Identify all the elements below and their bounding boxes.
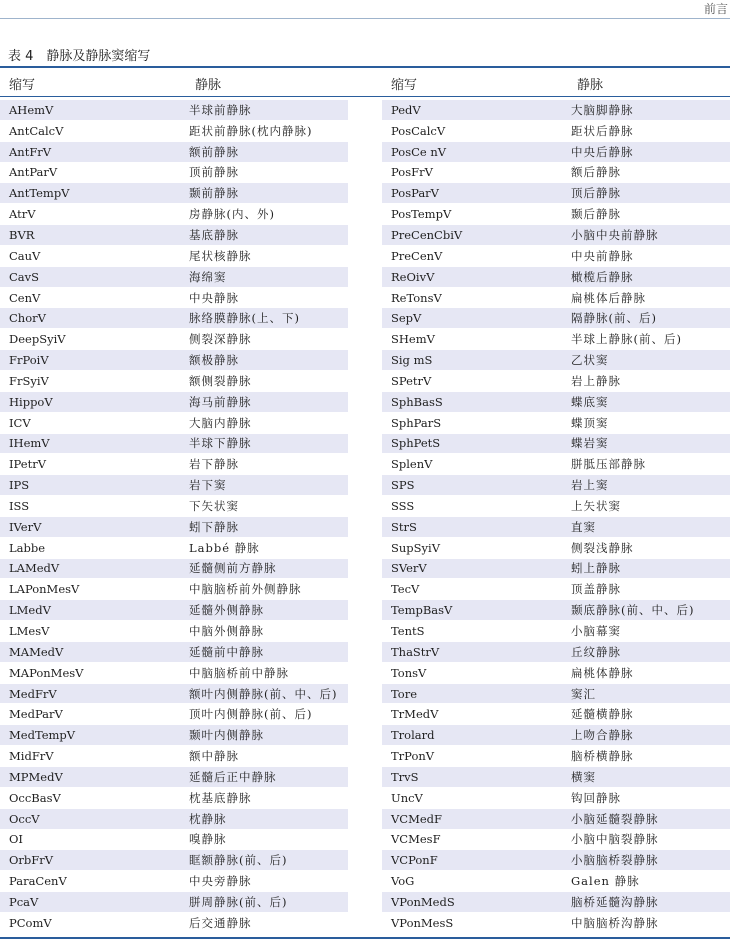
- table-row: [382, 225, 730, 245]
- abbreviation-cell: OrbFrV: [9, 853, 54, 868]
- vein-name-cell: 半球上静脉(前、后): [571, 332, 682, 347]
- abbreviation-cell: PosCalcV: [391, 123, 446, 138]
- abbreviation-cell: MAMedV: [9, 644, 64, 659]
- abbreviation-cell: AntFrV: [9, 144, 52, 159]
- column-header-abbr-left: 缩写: [9, 78, 36, 93]
- abbreviation-cell: IPetrV: [9, 457, 46, 472]
- vein-name-cell: 颞前静脉: [189, 186, 239, 201]
- table-row: [0, 892, 348, 912]
- abbreviation-cell: MAPonMesV: [9, 665, 84, 680]
- abbreviation-cell: PosTempV: [391, 207, 452, 222]
- table-row: [0, 663, 348, 683]
- table-row: [0, 183, 348, 203]
- abbreviation-cell: SVerV: [391, 561, 427, 576]
- table-row: [382, 454, 730, 474]
- abbreviation-cell: AtrV: [9, 207, 36, 222]
- table-row: [382, 121, 730, 141]
- vein-name-cell: 中央后静脉: [571, 144, 634, 159]
- table-row: [0, 788, 348, 808]
- table-header-rule: [0, 96, 730, 97]
- table-row: [382, 871, 730, 891]
- abbreviation-cell: UncV: [391, 790, 423, 805]
- table-row: [382, 913, 730, 933]
- vein-name-cell: 脑桥延髓沟静脉: [571, 894, 659, 909]
- table-row: [0, 204, 348, 224]
- abbreviation-cell: AntParV: [9, 165, 58, 180]
- abbreviation-cell: LMesV: [9, 624, 50, 639]
- abbreviation-cell: MedFrV: [9, 686, 57, 701]
- abbreviation-cell: IHemV: [9, 436, 50, 451]
- table-row: [382, 517, 730, 537]
- vein-name-cell: 横窦: [571, 769, 596, 784]
- vein-name-cell: 上矢状窦: [571, 498, 621, 513]
- table-row: [382, 371, 730, 391]
- abbreviation-cell: MedTempV: [9, 728, 76, 743]
- table-row: [382, 267, 730, 287]
- column-header-abbr-right: 缩写: [391, 78, 418, 93]
- column-header-vein-right: 静脉: [577, 78, 604, 93]
- table-right-column: [382, 100, 730, 934]
- vein-name-cell: 延髓外侧静脉: [189, 603, 264, 618]
- table-row: [0, 142, 348, 162]
- table-left-column: [0, 100, 348, 934]
- vein-name-cell: 颞底静脉(前、中、后): [571, 603, 695, 618]
- table-row: [0, 538, 348, 558]
- abbreviation-cell: TrPonV: [391, 749, 435, 764]
- vein-name-cell: 嗅静脉: [189, 832, 227, 847]
- abbreviation-cell: ParaCenV: [9, 874, 67, 889]
- table-row: [0, 600, 348, 620]
- table-row: [0, 517, 348, 537]
- abbreviation-cell: ICV: [9, 415, 31, 430]
- abbreviation-cell: ThaStrV: [391, 644, 440, 659]
- vein-name-cell: 岩下窦: [189, 478, 227, 493]
- vein-name-cell: 下矢状窦: [189, 498, 239, 513]
- table-row: [0, 559, 348, 579]
- vein-name-cell: 乙状窦: [571, 353, 609, 368]
- abbreviation-cell: StrS: [391, 519, 417, 534]
- table-row: [0, 163, 348, 183]
- table-row: [382, 663, 730, 683]
- table-row: [382, 288, 730, 308]
- vein-name-cell: 房静脉(内、外): [189, 207, 275, 222]
- vein-name-cell: 胼周静脉(前、后): [189, 894, 288, 909]
- abbreviation-cell: MedParV: [9, 707, 63, 722]
- vein-name-cell: 颞后静脉: [571, 207, 621, 222]
- abbreviation-cell: PreCenV: [391, 248, 443, 263]
- table-header-row: [0, 68, 730, 95]
- abbreviation-cell: LMedV: [9, 603, 51, 618]
- column-header-vein-left: 静脉: [195, 78, 222, 93]
- vein-name-cell: 大脑内静脉: [189, 415, 252, 430]
- abbreviation-cell: TrvS: [391, 769, 419, 784]
- vein-name-cell: 橄榄后静脉: [571, 269, 634, 284]
- vein-name-cell: 半球下静脉: [189, 436, 252, 451]
- header-rule: [0, 18, 730, 19]
- table-row: [0, 496, 348, 516]
- abbreviation-cell: AntCalcV: [9, 123, 64, 138]
- vein-name-cell: 顶叶内侧静脉(前、后): [189, 707, 313, 722]
- abbreviation-cell: SSS: [391, 498, 415, 513]
- vein-name-cell: 侧裂深静脉: [189, 332, 252, 347]
- table-row: [382, 579, 730, 599]
- table-row: [0, 288, 348, 308]
- vein-name-cell: 后交通静脉: [189, 915, 252, 930]
- abbreviation-cell: VPonMedS: [391, 894, 455, 909]
- vein-name-cell: 颞叶内侧静脉: [189, 728, 264, 743]
- abbreviation-cell: PosFrV: [391, 165, 433, 180]
- vein-name-cell: 中央前静脉: [571, 248, 634, 263]
- table-row: [0, 267, 348, 287]
- vein-name-cell: 蝶岩窦: [571, 436, 609, 451]
- vein-name-cell: 脑桥横静脉: [571, 749, 634, 764]
- abbreviation-cell: CavS: [9, 269, 40, 284]
- abbreviation-cell: AHemV: [9, 102, 54, 117]
- abbreviation-cell: VCMesF: [391, 832, 441, 847]
- table-row: [382, 413, 730, 433]
- vein-name-cell: 小脑中央前静脉: [571, 227, 659, 242]
- abbreviation-cell: Tore: [391, 686, 418, 701]
- table-row: [382, 725, 730, 745]
- table-row: [0, 871, 348, 891]
- vein-name-cell: 大脑脚静脉: [571, 102, 634, 117]
- vein-name-cell: 海绵窦: [189, 269, 227, 284]
- table-row: [382, 559, 730, 579]
- abbreviation-cell: TentS: [391, 624, 425, 639]
- abbreviation-cell: ChorV: [9, 311, 46, 326]
- vein-name-cell: 距状后静脉: [571, 123, 634, 138]
- vein-name-cell: 岩下静脉: [189, 457, 239, 472]
- table-row: [382, 329, 730, 349]
- table-row: [0, 684, 348, 704]
- abbreviation-cell: ReTonsV: [391, 290, 442, 305]
- table-row: [0, 767, 348, 787]
- vein-name-cell: 额侧裂静脉: [189, 373, 252, 388]
- vein-name-cell: 胼胝压部静脉: [571, 457, 646, 472]
- table-row: [382, 308, 730, 328]
- abbreviation-cell: PComV: [9, 915, 52, 930]
- table-row: [382, 830, 730, 850]
- table-row: [0, 704, 348, 724]
- abbreviation-cell: PosParV: [391, 186, 439, 201]
- abbreviation-cell: MPMedV: [9, 769, 63, 784]
- abbreviation-cell: MidFrV: [9, 749, 54, 764]
- abbreviation-cell: CauV: [9, 248, 41, 263]
- table-row: [0, 830, 348, 850]
- abbreviation-cell: AntTempV: [9, 186, 70, 201]
- vein-name-cell: 丘纹静脉: [571, 644, 621, 659]
- vein-name-cell: 上吻合静脉: [571, 728, 634, 743]
- vein-name-cell: 直窦: [571, 519, 596, 534]
- table-row: [382, 100, 730, 120]
- vein-name-cell: 枕静脉: [189, 811, 227, 826]
- vein-name-cell: 尾状核静脉: [189, 248, 252, 263]
- table-row: [0, 434, 348, 454]
- abbreviation-cell: SphBasS: [391, 394, 443, 409]
- abbreviation-cell: SepV: [391, 311, 422, 326]
- abbreviation-cell: LAMedV: [9, 561, 60, 576]
- table-row: [0, 454, 348, 474]
- vein-name-cell: 额后静脉: [571, 165, 621, 180]
- section-header-label: 前言: [703, 2, 728, 16]
- vein-name-cell: 额中静脉: [189, 749, 239, 764]
- abbreviation-cell: OccV: [9, 811, 40, 826]
- abbreviation-cell: PcaV: [9, 894, 39, 909]
- table-row: [382, 746, 730, 766]
- vein-name-cell: 隔静脉(前、后): [571, 311, 657, 326]
- table-row: [382, 788, 730, 808]
- table-row: [382, 850, 730, 870]
- vein-name-cell: 延髓前中静脉: [189, 644, 264, 659]
- table-row: [0, 100, 348, 120]
- abbreviation-cell: SHemV: [391, 332, 435, 347]
- vein-name-cell: 中脑脑桥沟静脉: [571, 915, 659, 930]
- abbreviation-cell: SphPetS: [391, 436, 441, 451]
- vein-name-cell: 延髓后正中静脉: [189, 769, 277, 784]
- vein-name-cell: 额前静脉: [189, 144, 239, 159]
- abbreviation-cell: SphParS: [391, 415, 442, 430]
- table-row: [382, 204, 730, 224]
- vein-name-cell: 侧裂浅静脉: [571, 540, 634, 555]
- table-row: [382, 642, 730, 662]
- vein-name-cell: 枕基底静脉: [189, 790, 252, 805]
- abbreviation-cell: SplenV: [391, 457, 433, 472]
- vein-name-cell: 蚓下静脉: [189, 519, 239, 534]
- vein-name-cell: 岩上静脉: [571, 373, 621, 388]
- table-title: 表 4 静脉及静脉窦缩写: [8, 49, 151, 64]
- abbreviation-cell: BVR: [9, 227, 35, 242]
- table-row: [0, 850, 348, 870]
- vein-name-cell: 窦汇: [571, 686, 596, 701]
- abbreviation-cell: PosCe nV: [391, 144, 447, 159]
- table-row: [0, 725, 348, 745]
- table-row: [382, 246, 730, 266]
- abbreviation-cell: OI: [9, 832, 23, 847]
- vein-name-cell: 额叶内侧静脉(前、中、后): [189, 686, 338, 701]
- abbreviation-cell: PedV: [391, 102, 421, 117]
- table-row: [0, 413, 348, 433]
- table-row: [382, 183, 730, 203]
- abbreviation-cell: LAPonMesV: [9, 582, 80, 597]
- vein-name-cell: 半球前静脉: [189, 102, 252, 117]
- abbreviation-cell: PreCenCbiV: [391, 227, 463, 242]
- vein-name-cell: 小脑幕窦: [571, 624, 621, 639]
- abbreviation-cell: IPS: [9, 478, 30, 493]
- vein-name-cell: 蝶底窦: [571, 394, 609, 409]
- abbreviation-cell: OccBasV: [9, 790, 61, 805]
- vein-name-cell: 蚓上静脉: [571, 561, 621, 576]
- table-row: [382, 704, 730, 724]
- table-row: [0, 621, 348, 641]
- vein-name-cell: 眶额静脉(前、后): [189, 853, 288, 868]
- abbreviation-cell: ISS: [9, 498, 30, 513]
- table-row: [0, 350, 348, 370]
- vein-name-cell: 中央旁静脉: [189, 874, 252, 889]
- abbreviation-cell: Trolard: [391, 728, 435, 743]
- table-row: [0, 475, 348, 495]
- abbreviation-cell: SPS: [391, 478, 415, 493]
- table-row: [382, 684, 730, 704]
- abbreviation-cell: ReOivV: [391, 269, 435, 284]
- vein-name-cell: Labbé 静脉: [189, 540, 260, 555]
- abbreviation-cell: IVerV: [9, 519, 42, 534]
- table-row: [0, 809, 348, 829]
- table-row: [382, 538, 730, 558]
- table-row: [382, 892, 730, 912]
- vein-name-cell: 蝶顶窦: [571, 415, 609, 430]
- vein-name-cell: 中脑脑桥前外侧静脉: [189, 582, 302, 597]
- table-row: [382, 163, 730, 183]
- vein-name-cell: 脉络膜静脉(上、下): [189, 311, 300, 326]
- vein-name-cell: 额极静脉: [189, 353, 239, 368]
- abbreviation-cell: TempBasV: [391, 603, 453, 618]
- table-row: [0, 371, 348, 391]
- table-row: [0, 246, 348, 266]
- abbreviation-cell: SPetrV: [391, 373, 432, 388]
- vein-name-cell: 中脑外侧静脉: [189, 624, 264, 639]
- abbreviation-cell: VoG: [391, 874, 415, 889]
- vein-name-cell: 顶前静脉: [189, 165, 239, 180]
- table-row: [0, 308, 348, 328]
- abbreviation-cell: TonsV: [391, 665, 427, 680]
- table-row: [0, 642, 348, 662]
- abbreviation-cell: VCPonF: [391, 853, 438, 868]
- table-row: [0, 746, 348, 766]
- table-row: [0, 913, 348, 933]
- table-bottom-rule: [0, 937, 730, 939]
- vein-name-cell: 海马前静脉: [189, 394, 252, 409]
- vein-name-cell: 顶盖静脉: [571, 582, 621, 597]
- abbreviation-cell: HippoV: [9, 394, 53, 409]
- vein-name-cell: 扁桃体静脉: [571, 665, 634, 680]
- table-row: [382, 350, 730, 370]
- table-row: [382, 621, 730, 641]
- vein-name-cell: 钩回静脉: [571, 790, 621, 805]
- table-row: [0, 579, 348, 599]
- vein-name-cell: 中央静脉: [189, 290, 239, 305]
- table-row: [0, 225, 348, 245]
- vein-name-cell: 中脑脑桥前中静脉: [189, 665, 289, 680]
- vein-name-cell: 延髓侧前方静脉: [189, 561, 277, 576]
- table-row: [382, 434, 730, 454]
- abbreviation-cell: VPonMesS: [391, 915, 454, 930]
- vein-name-cell: 基底静脉: [189, 227, 239, 242]
- table-row: [382, 142, 730, 162]
- table-row: [382, 475, 730, 495]
- table-row: [382, 809, 730, 829]
- vein-name-cell: Galen 静脉: [571, 874, 640, 889]
- vein-name-cell: 岩上窦: [571, 478, 609, 493]
- table-row: [0, 392, 348, 412]
- abbreviation-cell: FrSyiV: [9, 373, 49, 388]
- abbreviation-cell: SupSyiV: [391, 540, 441, 555]
- abbreviation-cell: VCMedF: [391, 811, 443, 826]
- vein-name-cell: 距状前静脉(枕内静脉): [189, 123, 313, 138]
- abbreviation-cell: Labbe: [9, 540, 46, 555]
- table-row: [382, 600, 730, 620]
- table-row: [0, 329, 348, 349]
- table-row: [382, 767, 730, 787]
- table-row: [382, 392, 730, 412]
- vein-name-cell: 小脑延髓裂静脉: [571, 811, 659, 826]
- table-row: [382, 496, 730, 516]
- vein-name-cell: 扁桃体后静脉: [571, 290, 646, 305]
- vein-name-cell: 小脑中脑裂静脉: [571, 832, 659, 847]
- vein-name-cell: 延髓横静脉: [571, 707, 634, 722]
- abbreviation-cell: FrPoiV: [9, 353, 49, 368]
- abbreviation-cell: TrMedV: [391, 707, 439, 722]
- abbreviation-cell: CenV: [9, 290, 41, 305]
- abbreviation-cell: DeepSyiV: [9, 332, 66, 347]
- abbreviation-cell: TecV: [391, 582, 420, 597]
- table-row: [0, 121, 348, 141]
- vein-name-cell: 小脑脑桥裂静脉: [571, 853, 659, 868]
- vein-name-cell: 顶后静脉: [571, 186, 621, 201]
- abbreviation-cell: Sig mS: [391, 353, 433, 368]
